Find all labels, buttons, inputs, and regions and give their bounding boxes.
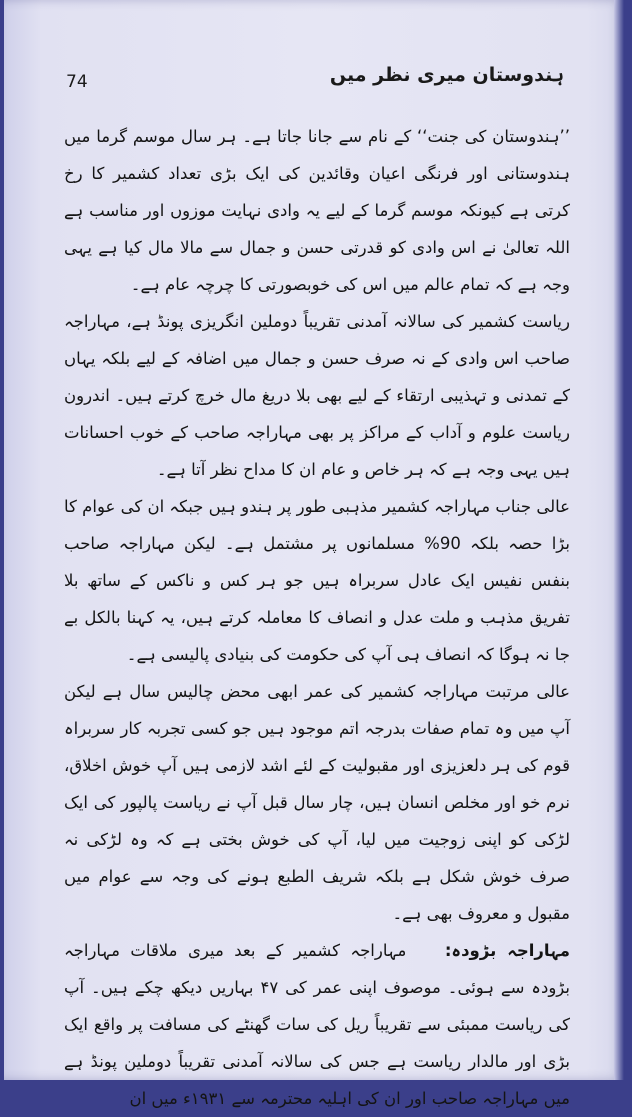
paragraph-maharaja-character: عالی مرتبت مہاراجہ کشمیر کی عمر ابھی محض چالیس سال ہے لیکن آپ میں وہ تمام صفات بدرجہ اتم موجود ہیں جو کسی تجربہ کار سربراہ قوم کی ہر دلعزیزی اور مقبولیت کے لئے اشد لازمی ہیں آپ خوش اخلاق، نرم خو اور مخلص انسان ہیں، چار سال قبل آپ نے ریاست پالپور کی ایک لڑکی کو اپنی زوجیت میں لیا، آپ کی خوش بختی ہے کہ وہ لڑکی نہ صرف خوش شکل ہے بلکہ شریف الطبع ہونے کی وجہ سے عوام میں مقبول و معروف بھی ہے۔ [64, 682, 570, 923]
book-page [4, 0, 624, 1108]
page-edge [614, 0, 624, 1080]
paragraph-maharaja-religion: عالی جناب مہاراجہ کشمیر مذہبی طور پر ہندو ہیں جبکہ ان کی عوام کا بڑا حصہ بلکہ 90% مسلمانوں پر مشتمل ہے۔ لیکن مہاراجہ صاحب بنفس نفیس ایک عادل سربراہ ہیں جو ہر کس و ناکس کے ساتھ بلا تفریق مذہب و ملت عدل و انصاف کا معاملہ کرتے ہیں، یہ کہنا بالکل بے جا نہ ہوگا کہ انصاف ہی آپ کی حکومت کی بنیادی پالیسی ہے۔ [64, 497, 570, 664]
running-title: ہندوستان میری نظر میں [329, 64, 564, 86]
section-text-baroda: مہاراجہ کشمیر کے بعد میری ملاقات مہاراجہ بڑودہ سے ہوئی۔ موصوف اپنی عمر کی ۴۷ بہاریں دیکھ چکے ہیں۔ آپ کی ریاست ممبئی سے تقریباً ریل کی سات گھنٹے کی مسافت پر واقع ایک بڑی اور مالدار ریاست ہے جس کی سالانہ آمدنی تقریباً دوملین پونڈ ہے میں مہاراجہ صاحب اور ان کی اہلیہ محترمہ سے ۱۹۳۱ء میں ان [64, 941, 570, 1108]
body-text [64, 118, 570, 1117]
paragraph-kashmir-revenue: ریاست کشمیر کی سالانہ آمدنی تقریباً دوملین انگریزی پونڈ ہے، مہاراجہ صاحب اس وادی کے نہ صرف حسن و جمال میں اضافہ کے لیے بلکہ یہاں کے تمدنی و تہذیبی ارتقاء کے لیے بھی بلا دریغ مال خرچ کرتے ہیں۔ اندرون ریاست علوم و آداب کے مراکز پر بھی مہاراجہ صاحب کے خوب احسانات ہیں یہی وجہ ہے کہ ہر خاص و عام ان کا مداح نظر آتا ہے۔ [64, 312, 570, 479]
section-baroda [64, 932, 570, 1117]
page-number: 74 [66, 72, 88, 92]
paragraph-kashmir-intro: ’’ہندوستان کی جنت‘‘ کے نام سے جانا جاتا ہے۔ ہر سال موسم گرما میں ہندوستانی اور فرنگی اعیان وقائدین کی ایک بڑی تعداد کشمیر کا رخ کرتی ہے کیونکہ موسم گرما کے لیے یہ وادی نہایت موزوں اور مناسب ہے اللہ تعالیٰ نے اس وادی کو قدرتی حسن و جمال سے مالا مال کیا ہے یہی وجہ ہے کہ تمام عالم میں اس کی خوبصورتی کا چرچہ عام ہے۔ [64, 127, 570, 294]
section-heading-baroda: مہاراجہ بڑودہ: [444, 941, 570, 960]
